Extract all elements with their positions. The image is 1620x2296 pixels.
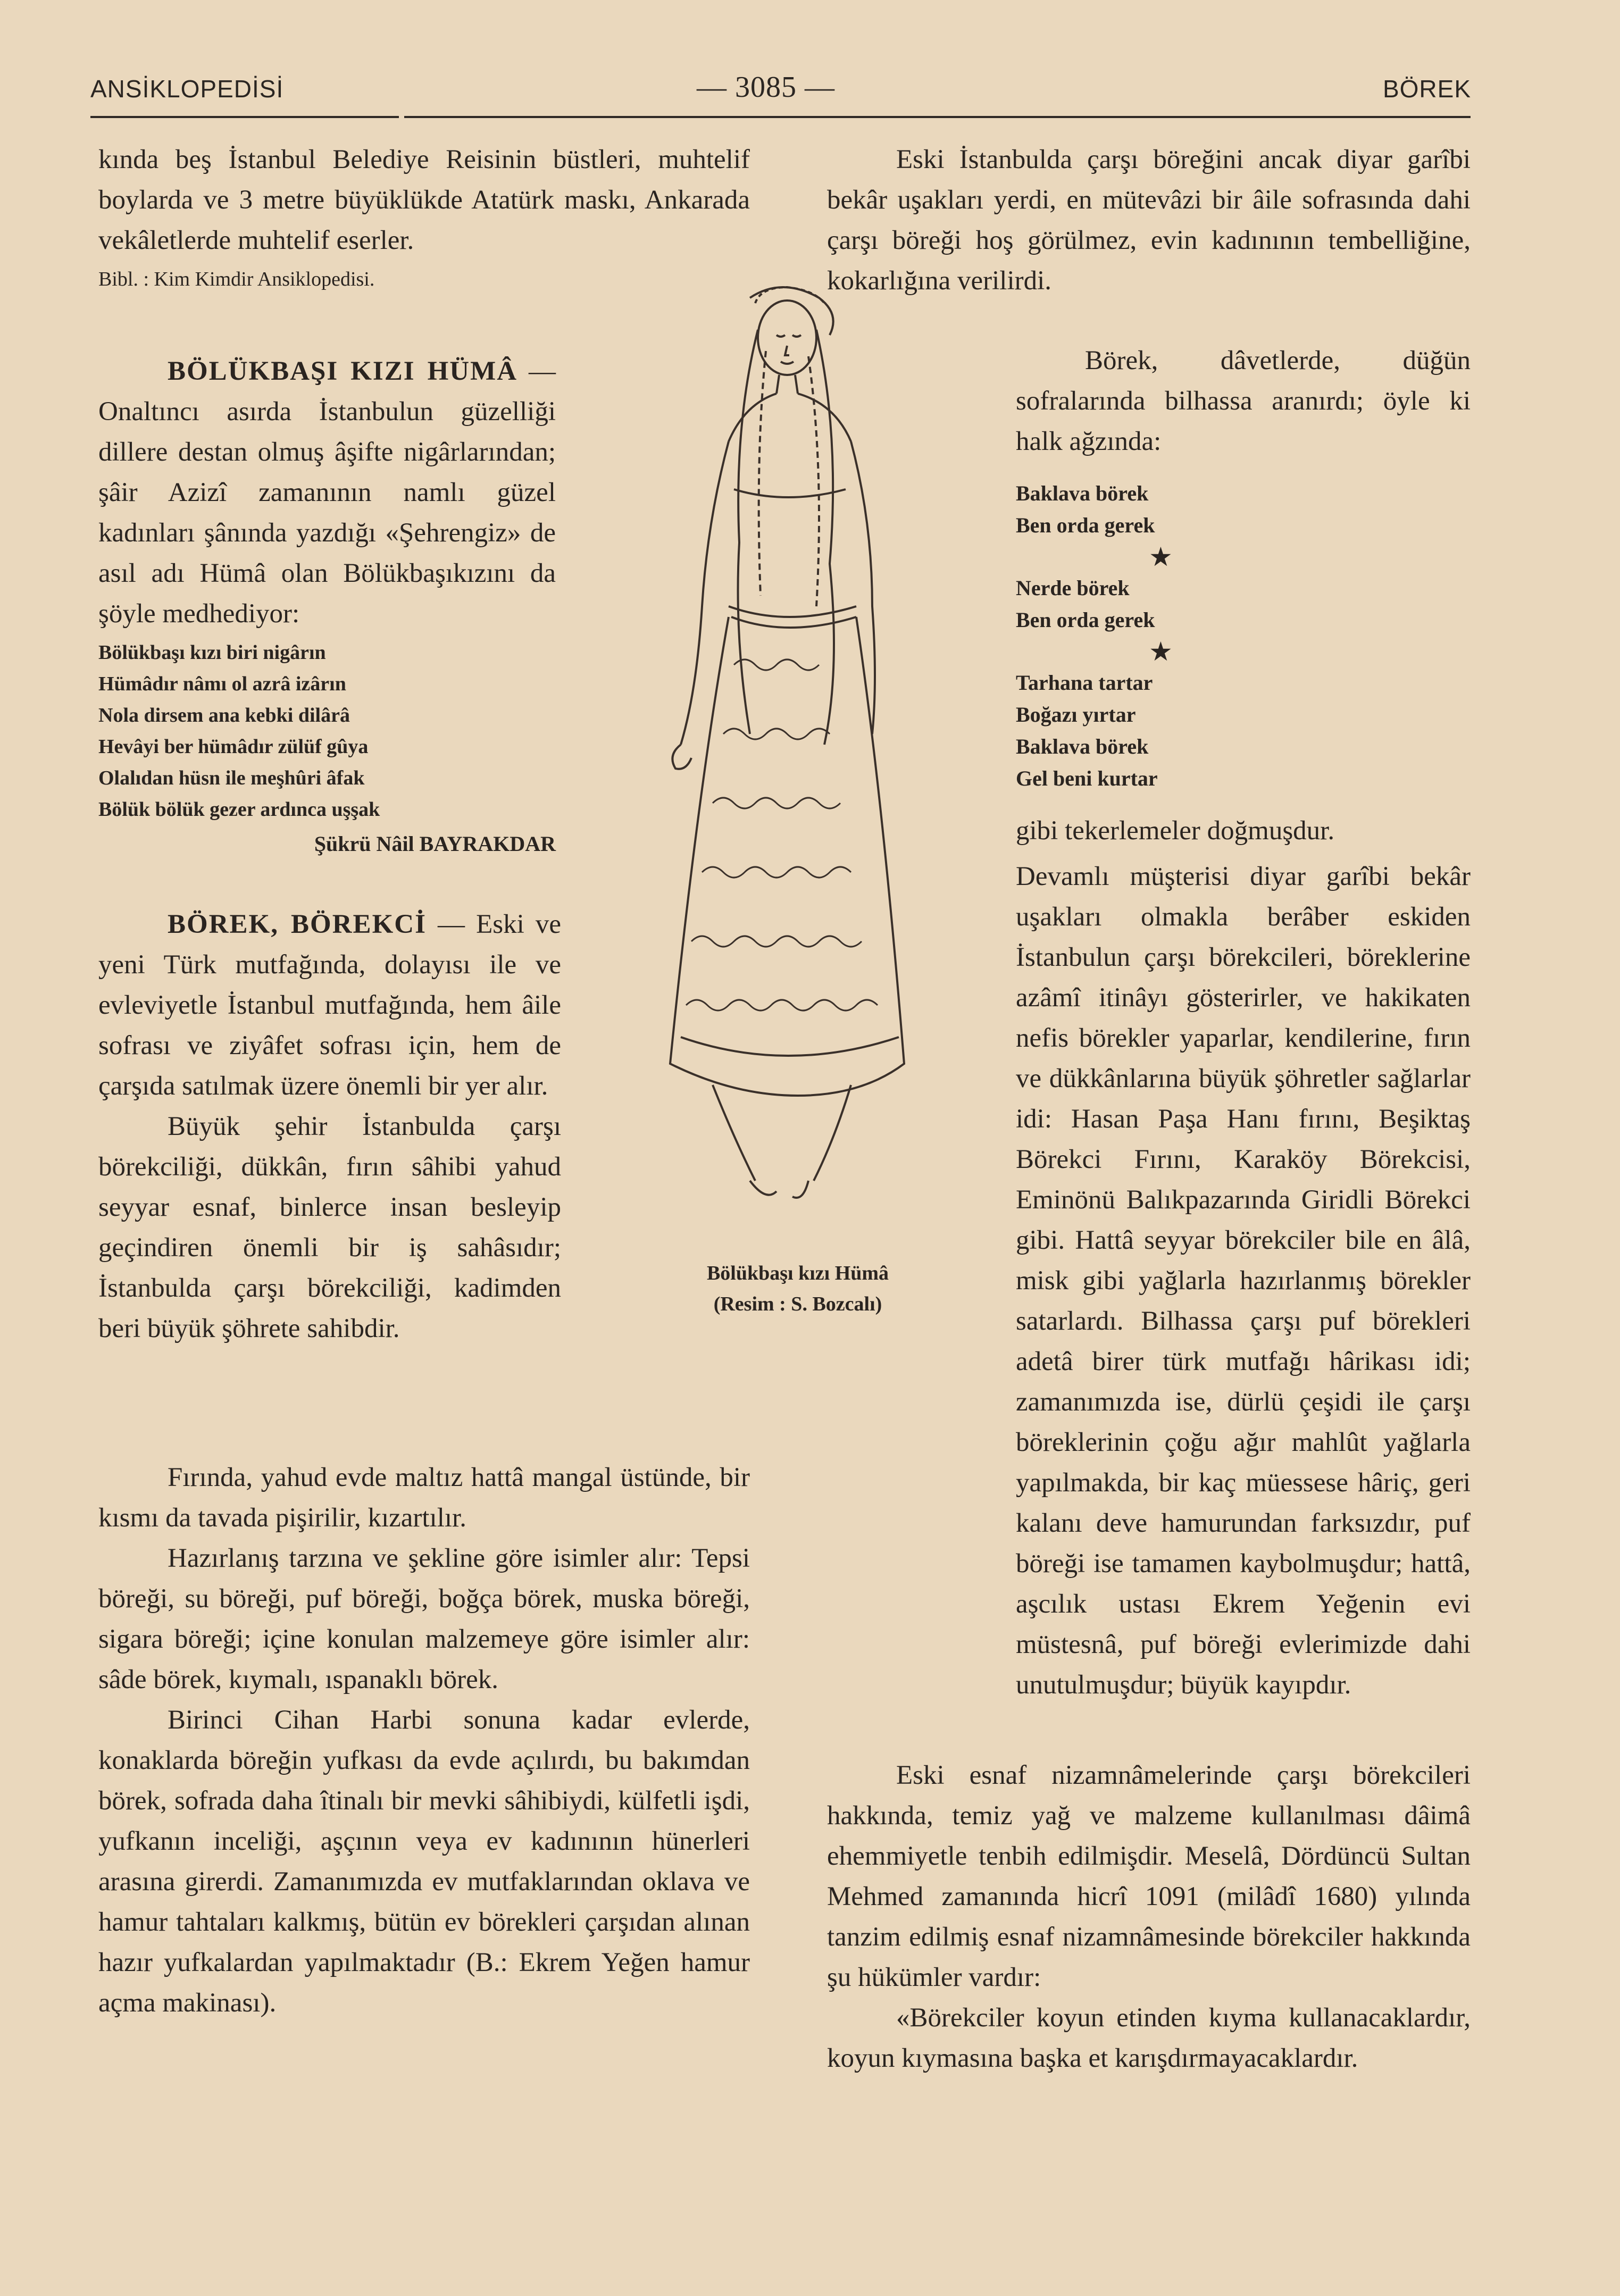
right-column-top [827, 139, 1471, 301]
rhyme-line: Gel beni kurtar [1016, 766, 1158, 790]
left-column-bottom [98, 1457, 750, 2023]
rhymes [1016, 478, 1471, 795]
poem-line: Nola dirsem ana kebki dilârâ [98, 704, 350, 727]
right-paragraph-6: «Börekciler koyun etinden kıyma kullanacaklardır, koyun kıymasına başka et karışdırmayacaklardır. [827, 2003, 1471, 2073]
borek-paragraph-3: Fırında, yahud evde maltız hattâ mangal üstünde, bir kısmı da tavada pişirilir, kızartılır. [98, 1463, 750, 1533]
right-column-lower [827, 856, 1471, 1700]
caption-credit: (Resim : S. Bozcalı) [713, 1293, 882, 1315]
right-paragraph-2: Börek, dâvetlerde, düğün sofralarında bilhassa aranırdı; öyle ki halk ağzında: [1016, 346, 1471, 456]
huma-poem [98, 637, 556, 825]
right-paragraph-3: gibi tekerlemeler doğmuşdur. [1016, 816, 1335, 846]
rhyme-line: Boğazı yırtar [1016, 703, 1136, 727]
left-column-huma [98, 351, 556, 863]
poem-line: Bölük bölük gezer ardınca uşşak [98, 798, 380, 821]
star-separator: ★ [1149, 542, 1173, 572]
poem-line: Hümâdır nâmı ol azrâ izârın [98, 673, 346, 695]
borek-paragraph-1: — Eski ve yeni Türk mutfağında, dolayısı ile ve evleviyetle İstanbul mutfağında, hem âile sofrası ve ziyâfet sofrası için, hem de çarşıda satılmak üzere önemli bir yer alır. [98, 909, 561, 1101]
rhyme-line: Baklava börek [1016, 734, 1149, 758]
running-header-left: ANSİKLOPEDİSİ [90, 75, 284, 103]
header-rule-right [404, 116, 1471, 118]
borek-entry-title: BÖREK, BÖREKCİ [168, 909, 427, 939]
signature: Şükrü Nâil BAYRAKDAR [314, 832, 556, 856]
right-column-bottom [827, 1755, 1471, 2078]
right-paragraph-1: Eski İstanbulda çarşı böreğini ancak diyar garîbi bekâr uşakları yerdi, en mütevâzi bir âile sofrasında dahi çarşı böreği hoş görülmez, evin kadınının tembelliğine, kokarlığına verilirdi. [827, 145, 1471, 296]
poem-line: Olalıdan hüsn ile meşhûri âfak [98, 767, 365, 789]
borek-paragraph-2: Büyük şehir İstanbulda çarşı börekciliği, dükkân, fırın sâhibi yahud seyyar esnaf, binlerce insan besleyip geçindiren önemli bir iş sahâsıdır; İstanbulda çarşı börekciliği, kadimden beri büyük şöhrete sahibdir. [98, 1112, 561, 1343]
huma-entry-text: — Onaltıncı asırda İstanbulun güzelliği dillere destan olmuş âşifte nigârlarından; şâir Azizî zamanının namlı güzel kadınları şânında yazdığı «Şehrengiz» de asıl adı Hümâ olan Bölükbaşıkızını da şöyle medhediyor: [98, 356, 556, 629]
left-column-borek [98, 904, 561, 1349]
intro-paragraph: kında beş İstanbul Belediye Reisinin büstleri, muhtelif boylarda ve 3 metre büyüklükde Atatürk maskı, Ankarada vekâletlerde muhtelif eserler. [98, 145, 750, 255]
running-header-right: BÖREK [1382, 75, 1471, 103]
rhyme-line: Ben orda gerek [1016, 608, 1155, 632]
borek-paragraph-4: Hazırlanış tarzına ve şekline göre isimler alır: Tepsi böreği, su böreği, puf böreği, boğça börek, muska böreği, sigara böreği; içine konulan malzemeye göre isimler alır: sâde börek, kıymalı, ıspanaklı börek. [98, 1543, 750, 1694]
star-separator: ★ [1149, 637, 1173, 666]
poem-line: Hevâyi ber hümâdır zülüf gûya [98, 736, 369, 758]
header-rule-left [90, 116, 399, 118]
page-number: — 3085 — [697, 71, 835, 104]
borek-paragraph-5: Birinci Cihan Harbi sonuna kadar evlerde, konaklarda böreğin yufkası da evde açılırdı, bu bakımdan börek, sofrada daha îtinalı bir mevki sâhibiydi, külfetli işdi, yufkanın inceliği, aşçının veya ev kadınının hünerleri arasına girerdi. Zamanımızda ev mutfaklarından oklava ve hamur tahtaları kalkmış, bütün ev börekleri çarşıdan alınan hazır yufkalardan yapılmaktadır (B.: Ekrem Yeğen hamur açma makinası). [98, 1705, 750, 2018]
rhyme-line: Tarhana tartar [1016, 671, 1153, 695]
rhyme-line: Ben orda gerek [1016, 513, 1155, 537]
rhyme-line: Nerde börek [1016, 576, 1130, 600]
bibliography: Bibl. : Kim Kimdir Ansiklopedisi. [98, 268, 375, 290]
right-paragraph-5: Eski esnaf nizamnâmelerinde çarşı börekcileri hakkında, temiz yağ ve malzeme kullanılması dâimâ ehemmiyetle tenbih edilmişdir. Meselâ, Dördüncü Sultan Mehmed zamanında hicrî 1091 (milâdî 1680) yılında tanzim edilmiş esnaf nizamnâmesinde börekciler hakkında şu hükümler vardır: [827, 1760, 1471, 1992]
right-column-middle [1016, 340, 1471, 851]
caption-title: Bölükbaşı kızı Hümâ [706, 1262, 889, 1284]
huma-entry-title: BÖLÜKBAŞI KIZI HÜMÂ [168, 356, 518, 386]
rhyme-line: Baklava börek [1016, 481, 1149, 505]
right-paragraph-4: Devamlı müşterisi diyar garîbi bekâr uşakları olmakla berâber eskiden İstanbulun çarşı börekcileri, böreklerine azâmî itinâyı gösterirler, ve hakikaten nefis börekler yaparlar, kendilerine, fırın ve dükkânlarına büyük şöhretler sağlarlar idi: Hasan Paşa Hanı fırını, Beşiktaş Börekci Fırını, Karaköy Börekcisi, Eminönü Balıkpazarında Giridli Börekci gibi. Hattâ seyyar börekciler bile en âlâ, misk gibi yağlarla hazırlanmış börekler satarlardı. Bilhassa çarşı puf börekleri adetâ birer türk mutfağı hârikası idi; zamanımızda ise, dürlü çeşidi ile çarşı böreklerinin çoğu ağır mahlût yağlarla yapılmakda, bir kaç müessese hâriç, geri kalanı deve hamurundan farksızdır, puf böreği ise tamamen kaybolmuşdur; hattâ, aşcılık ustası Ekrem Yeğenin evi müstesnâ, puf böreği evlerimizde dahi unutulmuşdur; büyük kayıpdır. [1016, 862, 1471, 1700]
poem-line: Bölükbaşı kızı biri nigârın [98, 641, 326, 664]
